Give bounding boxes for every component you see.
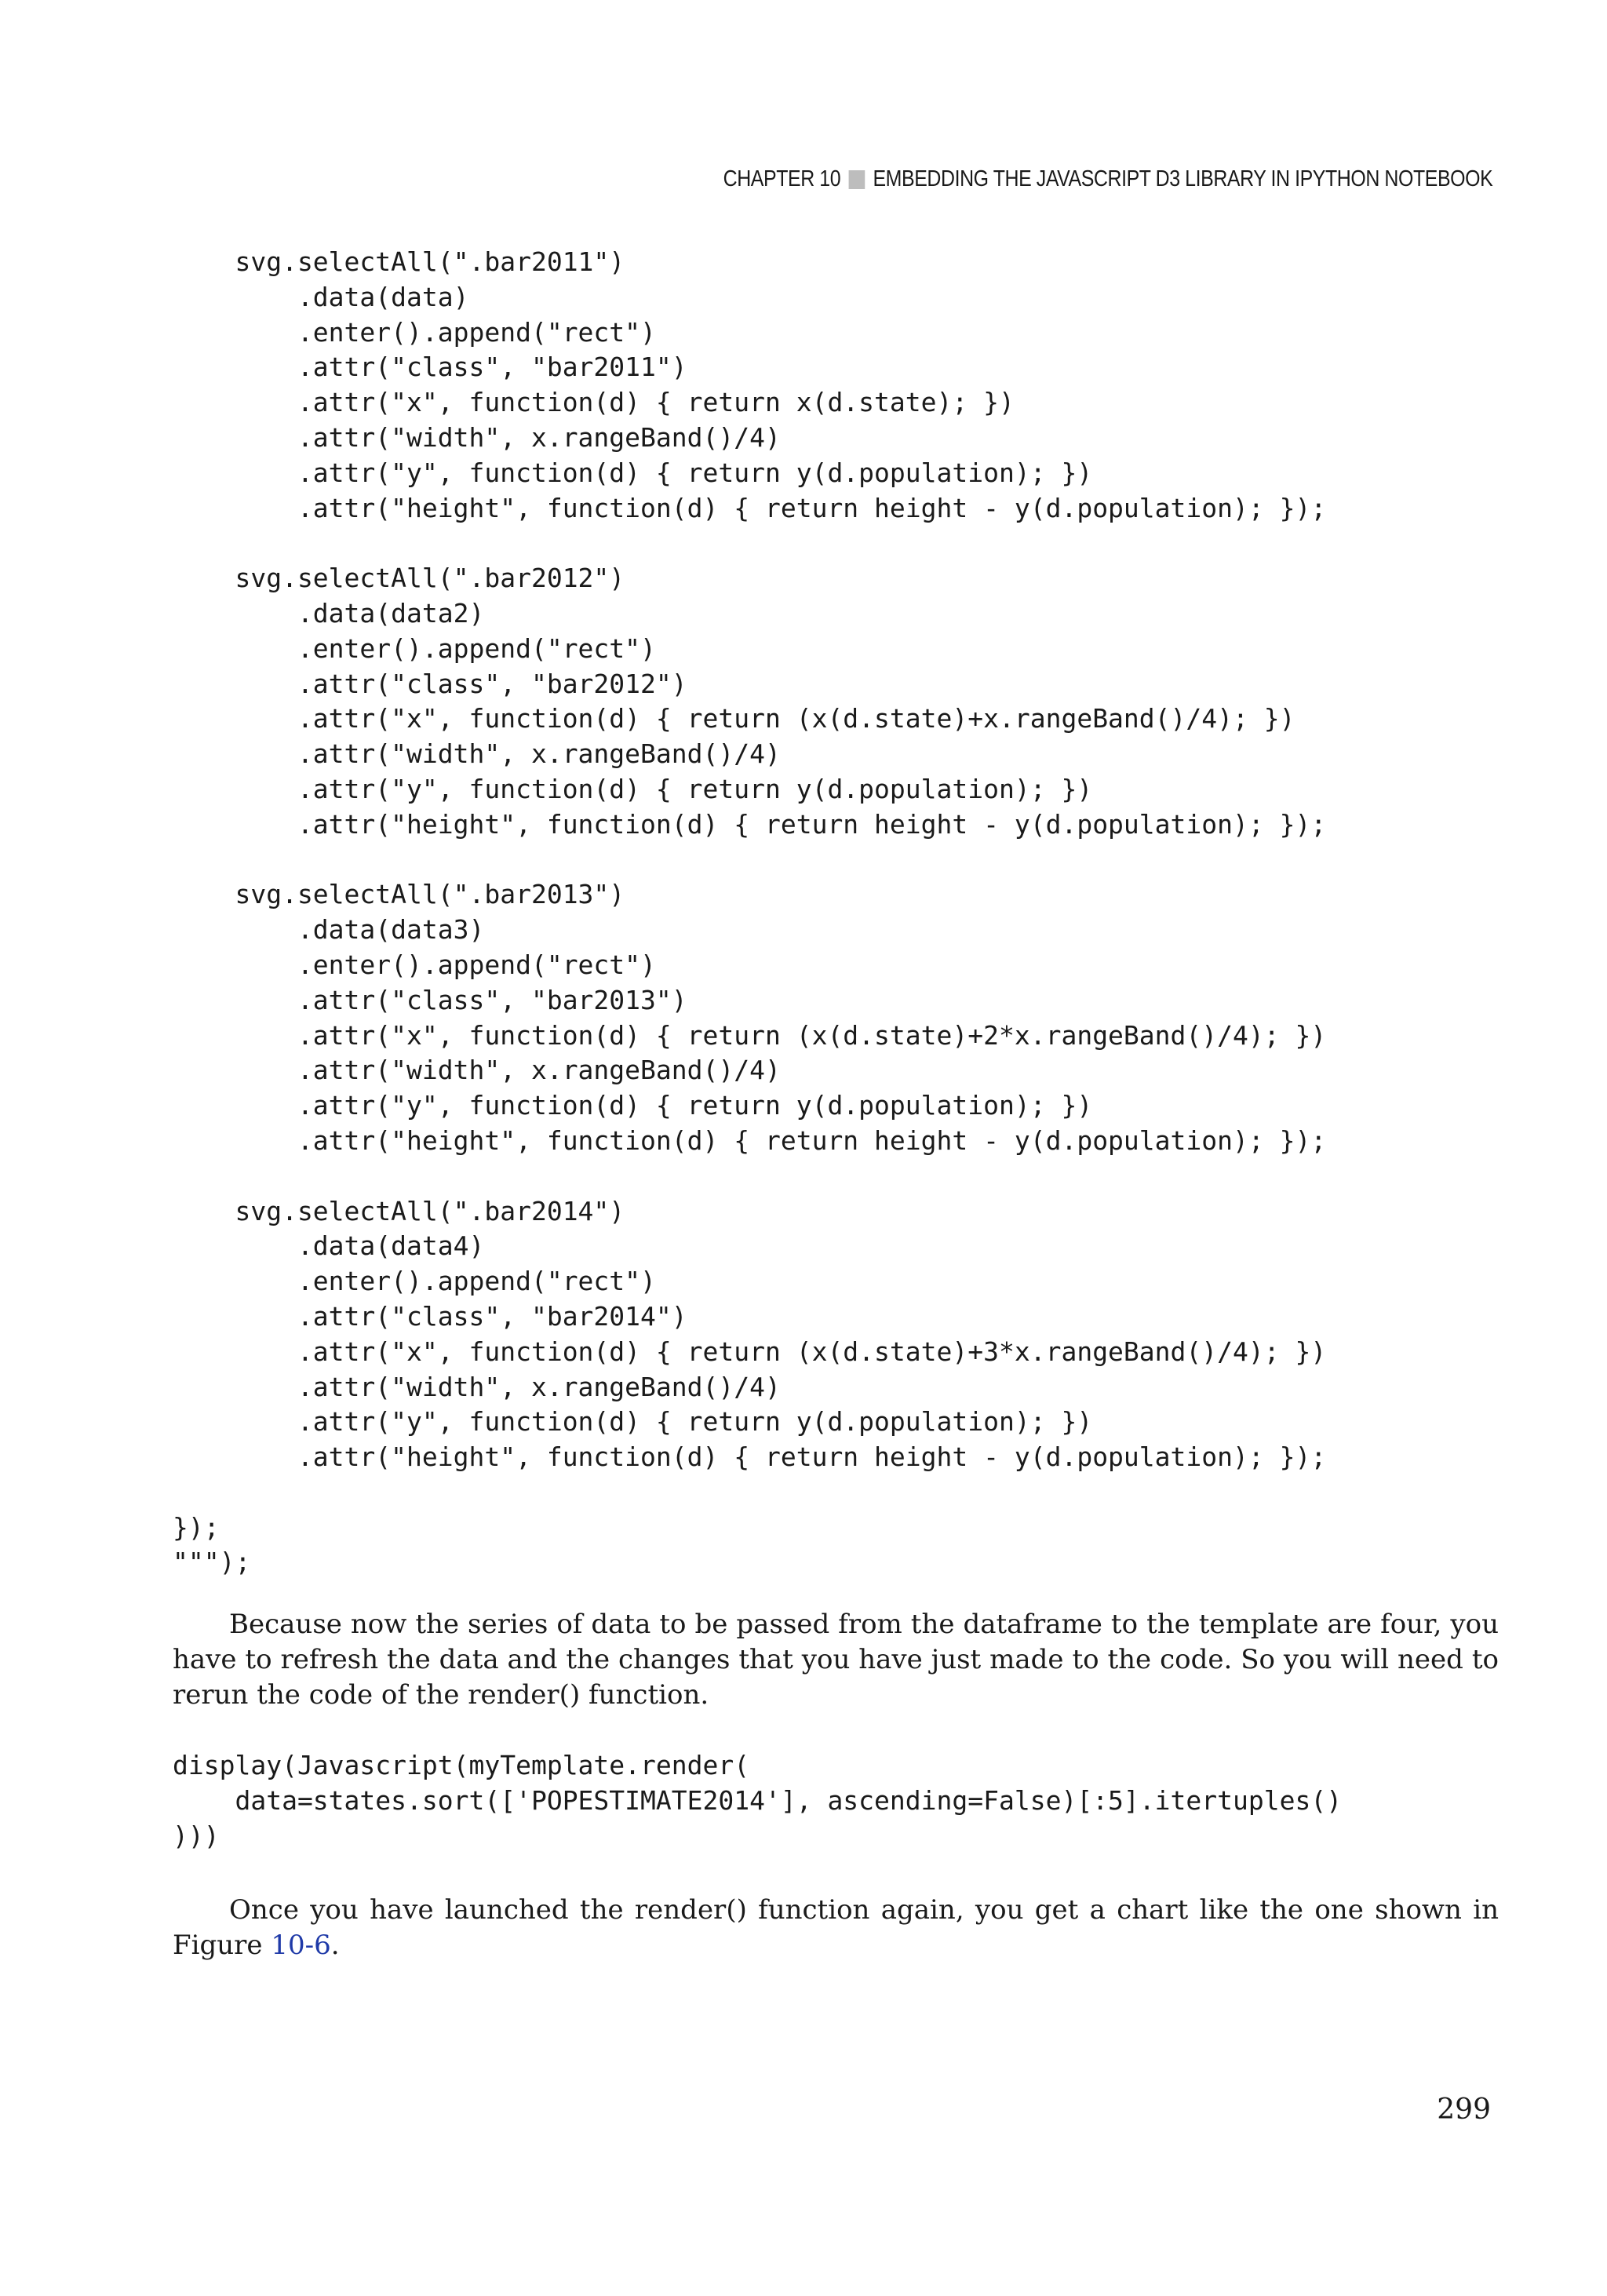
code-line: .enter().append("rect") xyxy=(173,1266,656,1297)
page-number: 299 xyxy=(1437,2094,1491,2126)
body-paragraph-rerun xyxy=(173,1607,1499,1713)
code-line: .attr("class", "bar2011") xyxy=(173,352,687,383)
code-line: .attr("y", function(d) { return y(d.population); }) xyxy=(173,457,1093,488)
code-line: .attr("x", function(d) { return (x(d.state)+x.rangeBand()/4); }) xyxy=(173,703,1295,734)
code-line: svg.selectAll(".bar2011") xyxy=(173,246,625,277)
code-line: .attr("width", x.rangeBand()/4) xyxy=(173,738,781,770)
code-line: .attr("x", function(d) { return (x(d.state)+3*x.rangeBand()/4); }) xyxy=(173,1336,1327,1367)
code-line: .attr("height", function(d) { return height - y(d.population); }); xyxy=(173,808,1327,840)
code-line: .attr("y", function(d) { return y(d.population); }) xyxy=(173,1090,1093,1121)
code-line: ))) xyxy=(173,1820,220,1851)
code-line: .attr("x", function(d) { return x(d.state); }) xyxy=(173,387,1015,418)
code-line xyxy=(173,1475,1326,1511)
code-line xyxy=(173,1159,1326,1194)
running-head xyxy=(723,166,1492,192)
code-line: .attr("class", "bar2012") xyxy=(173,668,687,699)
chapter-title: EMBEDDING THE JAVASCRIPT D3 LIBRARY IN IPYTHON NOTEBOOK xyxy=(873,166,1492,191)
code-block-d3-bars xyxy=(173,245,1326,1580)
code-line: .attr("y", function(d) { return y(d.population); }) xyxy=(173,1406,1093,1438)
code-line: .data(data) xyxy=(173,281,469,312)
code-line: }); xyxy=(173,1511,220,1543)
code-line: .attr("class", "bar2013") xyxy=(173,984,687,1015)
code-line: data=states.sort(['POPESTIMATE2014'], ascending=False)[:5].itertuples() xyxy=(173,1784,1343,1816)
code-line: .attr("y", function(d) { return y(d.population); }) xyxy=(173,773,1093,804)
paragraph-tail: . xyxy=(330,1930,340,1961)
code-line: .enter().append("rect") xyxy=(173,949,656,980)
body-paragraph-figure xyxy=(173,1893,1499,1963)
code-line: .attr("height", function(d) { return height - y(d.population); }); xyxy=(173,1441,1327,1473)
code-block-render-call xyxy=(173,1748,1342,1853)
code-line: .enter().append("rect") xyxy=(173,316,656,348)
code-line: .data(data4) xyxy=(173,1230,485,1262)
chapter-label: CHAPTER 10 xyxy=(723,166,840,191)
code-line: .attr("x", function(d) { return (x(d.state)+2*x.rangeBand()/4); }) xyxy=(173,1019,1327,1051)
code-line: .attr("width", x.rangeBand()/4) xyxy=(173,421,781,453)
code-line: display(Javascript(myTemplate.render( xyxy=(173,1750,750,1780)
code-line xyxy=(173,843,1326,878)
code-line: svg.selectAll(".bar2012") xyxy=(173,563,625,594)
code-line: .data(data2) xyxy=(173,597,485,629)
code-line: .data(data3) xyxy=(173,914,485,946)
code-line: """); xyxy=(173,1547,251,1578)
code-line xyxy=(173,526,1326,561)
code-line: svg.selectAll(".bar2014") xyxy=(173,1195,625,1226)
code-line: .enter().append("rect") xyxy=(173,632,656,664)
code-line: .attr("height", function(d) { return height - y(d.population); }); xyxy=(173,492,1327,523)
code-line: svg.selectAll(".bar2013") xyxy=(173,879,625,910)
code-line: .attr("height", function(d) { return height - y(d.population); }); xyxy=(173,1124,1327,1156)
header-separator-square xyxy=(848,170,865,189)
figure-reference-link[interactable]: 10-6 xyxy=(271,1930,331,1961)
code-line: .attr("class", "bar2014") xyxy=(173,1300,687,1332)
code-line: .attr("width", x.rangeBand()/4) xyxy=(173,1055,781,1086)
code-line: .attr("width", x.rangeBand()/4) xyxy=(173,1371,781,1402)
paragraph-text: Once you have launched the render() function again, you get a chart like the one shown in Figure xyxy=(173,1894,1499,1961)
paragraph-text: Because now the series of data to be passed from the dataframe to the template are four, you have to refresh the data and the changes that you have just made to the code. So you will need to rerun the code of the render() function. xyxy=(173,1609,1499,1711)
